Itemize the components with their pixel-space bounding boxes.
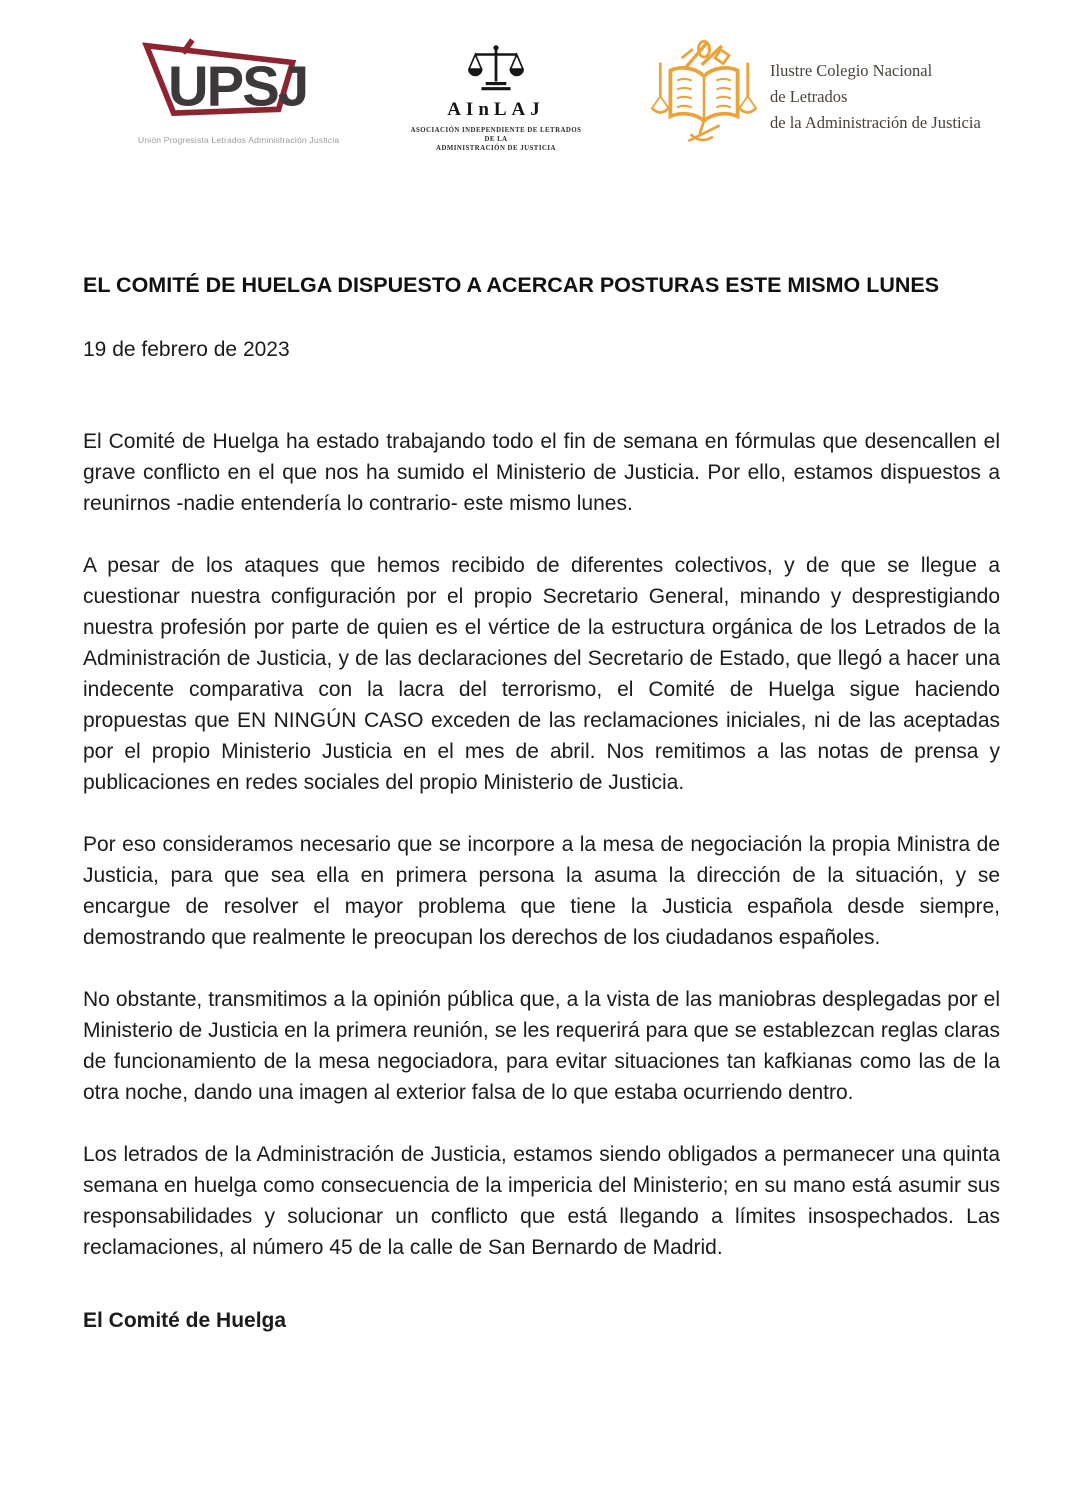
signature: El Comité de Huelga xyxy=(83,1309,287,1332)
ainlaj-subtitle-line2: ADMINISTRACIÓN DE JUSTICIA xyxy=(436,145,556,152)
ainlaj-acronym: AInLAJ xyxy=(447,99,545,120)
paragraph-3: Por eso consideramos necesario que se incorpore a la mesa de negociación la propia Ministra de Justicia, para que sea ella en primera persona la asuma la dirección de la situación, y se encargue de resolver el mayor problema que tiene la Justicia española desde siempre, demostrando que realmente le preocupan los derechos de los ciudadanos españoles. xyxy=(83,833,1000,949)
scales-icon xyxy=(467,44,525,92)
colegio-name xyxy=(770,58,981,136)
colegio-logo xyxy=(648,38,981,150)
header-logos xyxy=(0,38,1080,153)
document-date: 19 de febrero de 2023 xyxy=(83,338,290,361)
colegio-name-line2: de Letrados xyxy=(770,87,848,106)
upsj-logo-shape-icon xyxy=(138,38,316,132)
paragraph-1: El Comité de Huelga ha estado trabajando todo el fin de semana en fórmulas que desencallen el grave conflicto en el que nos ha sumido el Ministerio de Justicia. Por ello, estamos dispuestos a reunirnos -nadie entendería lo contrario- este mismo lunes. xyxy=(83,430,1000,515)
paragraph-5: Los letrados de la Administración de Justicia, estamos siendo obligados a permanecer una quinta semana en huelga como consecuencia de la impericia del Ministerio; en su mano está asumir sus responsabilidades y solucionar un conflicto que está llegando a límites insospechados. Las reclamaciones, al número 45 de la calle de San Bernardo de Madrid. xyxy=(83,1143,1000,1259)
document-body xyxy=(83,272,1000,1333)
document-title: EL COMITÉ DE HUELGA DISPUESTO A ACERCAR POSTURAS ESTE MISMO LUNES xyxy=(83,273,940,297)
ainlaj-logo xyxy=(408,38,584,153)
ainlaj-subtitle-line1: ASOCIACIÓN INDEPENDIENTE DE LETRADOS DE LA xyxy=(410,127,582,143)
colegio-emblem-icon xyxy=(648,38,760,150)
upsj-acronym: UPSJ xyxy=(167,54,308,118)
upsj-subtitle: Unión Progresista Letrados Administración Justicia xyxy=(138,135,340,145)
upsj-logo xyxy=(138,38,340,145)
colegio-name-line3: de la Administración de Justicia xyxy=(770,113,981,132)
colegio-name-line1: Ilustre Colegio Nacional xyxy=(770,61,933,80)
paragraph-2: A pesar de los ataques que hemos recibido de diferentes colectivos, y de que se llegue a cuestionar nuestra configuración por el propio Secretario General, minando y desprestigiando nuestra profesión por parte de quien es el vértice de la estructura orgánica de los Letrados de la Administración de Justicia, y de las declaraciones del Secretario de Estado, que llegó a hacer una indecente comparativa con la lacra del terrorismo, el Comité de Huelga sigue haciendo propuestas que EN NINGÚN CASO exceden de las reclamaciones iniciales, ni de las aceptadas por el propio Ministerio Justicia en el mes de abril. Nos remitimos a las notas de prensa y publicaciones en redes sociales del propio Ministerio de Justicia. xyxy=(83,554,1000,794)
ainlaj-subtitle xyxy=(408,126,584,153)
paragraph-4: No obstante, transmitimos a la opinión pública que, a la vista de las maniobras desplegadas por el Ministerio de Justicia en la primera reunión, se les requerirá para que se establezcan reglas claras de funcionamiento de la mesa negociadora, para evitar situaciones tan kafkianas como las de la otra noche, dando una imagen al exterior falsa de lo que estaba ocurriendo dentro. xyxy=(83,988,1000,1104)
